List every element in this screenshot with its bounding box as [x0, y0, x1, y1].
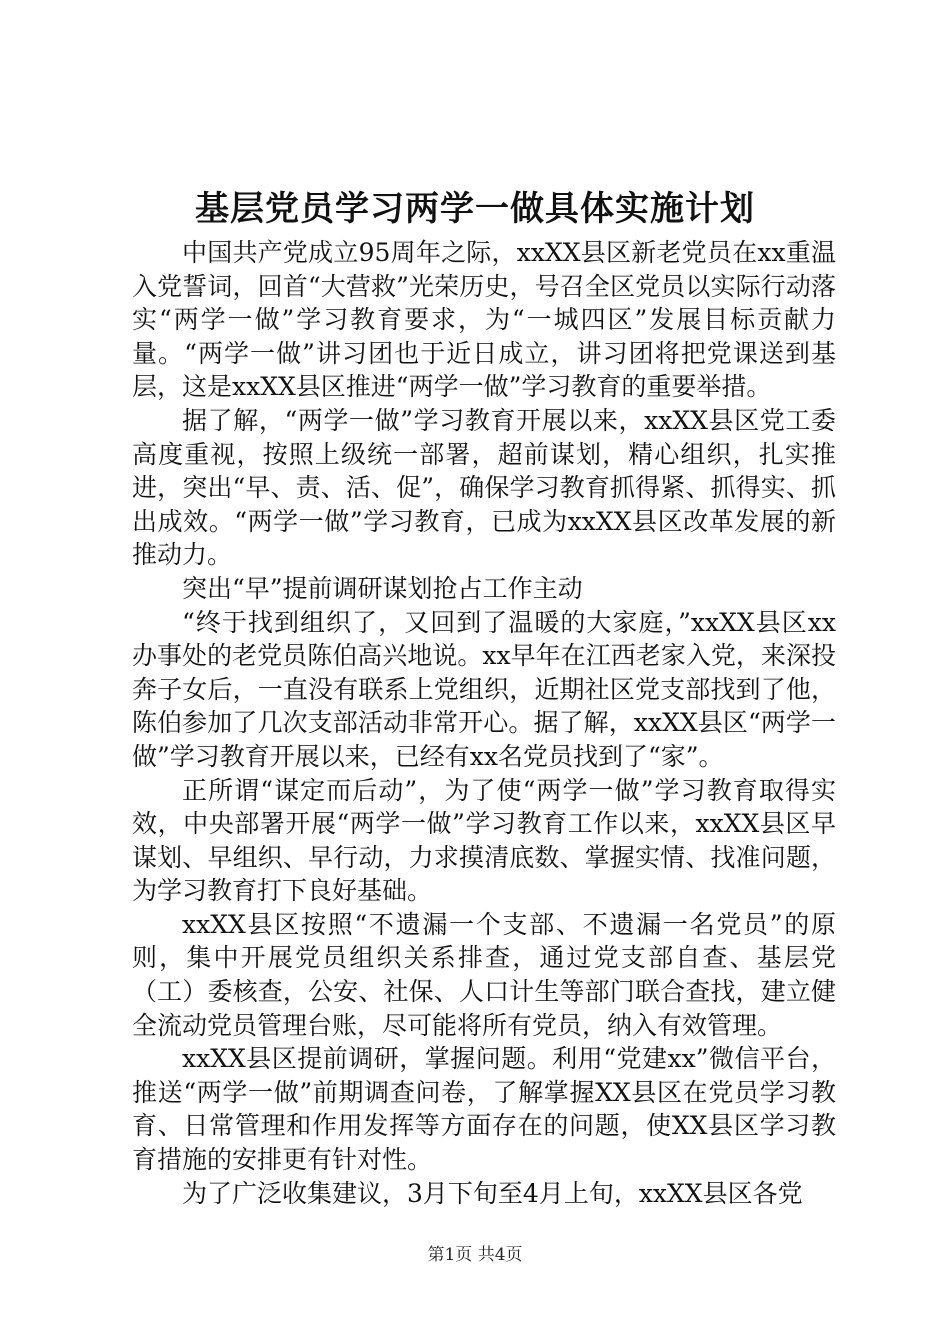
paragraph: xxXX县区提前调研，掌握问题。利用“党建xx”微信平台，推送“两学一做”前期调查问卷，了解掌握XX县区在党员学习教育、日常管理和作用发挥等方面存在的问题，使XX县区学习教育措施的安排更有针对性。 [132, 1044, 836, 1175]
paragraph: 正所谓“谋定而后动”，为了使“两学一做”学习教育取得实效，中央部署开展“两学一做”学习教育工作以来，xxXX县区早谋划、早组织、早行动，力求摸清底数、掌握实情、找准问题，为学习教育打下良好基础。 [132, 775, 836, 906]
paragraph: 据了解，“两学一做”学习教育开展以来，xxXX县区党工委高度重视，按照上级统一部署，超前谋划，精心组织，扎实推进，突出“早、责、活、促”，确保学习教育抓得紧、抓得实、抓出成效。“两学一做”学习教育，已成为xxXX县区改革发展的新推动力。 [132, 405, 836, 570]
page-number-footer: 第1页 共4页 [427, 1245, 523, 1265]
section-heading: 突出“早”提前调研谋划抢占工作主动 [182, 573, 583, 603]
paragraph: xxXX县区按照“不遗漏一个支部、不遗漏一名党员”的原则，集中开展党员组织关系排查，通过党支部自查、基层党（工）委核查，公安、社保、人口计生等部门联合查找，建立健全流动党员管理台账，尽可能将所有党员，纳入有效管理。 [132, 909, 836, 1040]
paragraph: “终于找到组织了，又回到了温暖的大家庭，”xxXX县区xx办事处的老党员陈伯高兴地说。xx早年在江西老家入党，来深投奔子女后，一直没有联系上党组织，近期社区党支部找到了他，陈伯参加了几次支部活动非常开心。据了解，xxXX县区“两学一做”学习教育开展以来，已经有xx名党员找到了“家”。 [132, 607, 836, 771]
paragraph: 为了广泛收集建议，3月下旬至4月上旬，xxXX县区各党 [182, 1178, 803, 1208]
document-body [132, 236, 836, 1210]
document-title: 基层党员学习两学一做具体实施计划 [195, 189, 755, 229]
paragraph: 中国共产党成立95周年之际，xxXX县区新老党员在xx重温入党誓词，回首“大营救”光荣历史，号召全区党员以实际行动落实“两学一做”学习教育要求，为“一城四区”发展目标贡献力量。“两学一做”讲习团也于近日成立，讲习团将把党课送到基层，这是xxXX县区推进“两学一做”学习教育的重要举措。 [132, 238, 836, 402]
